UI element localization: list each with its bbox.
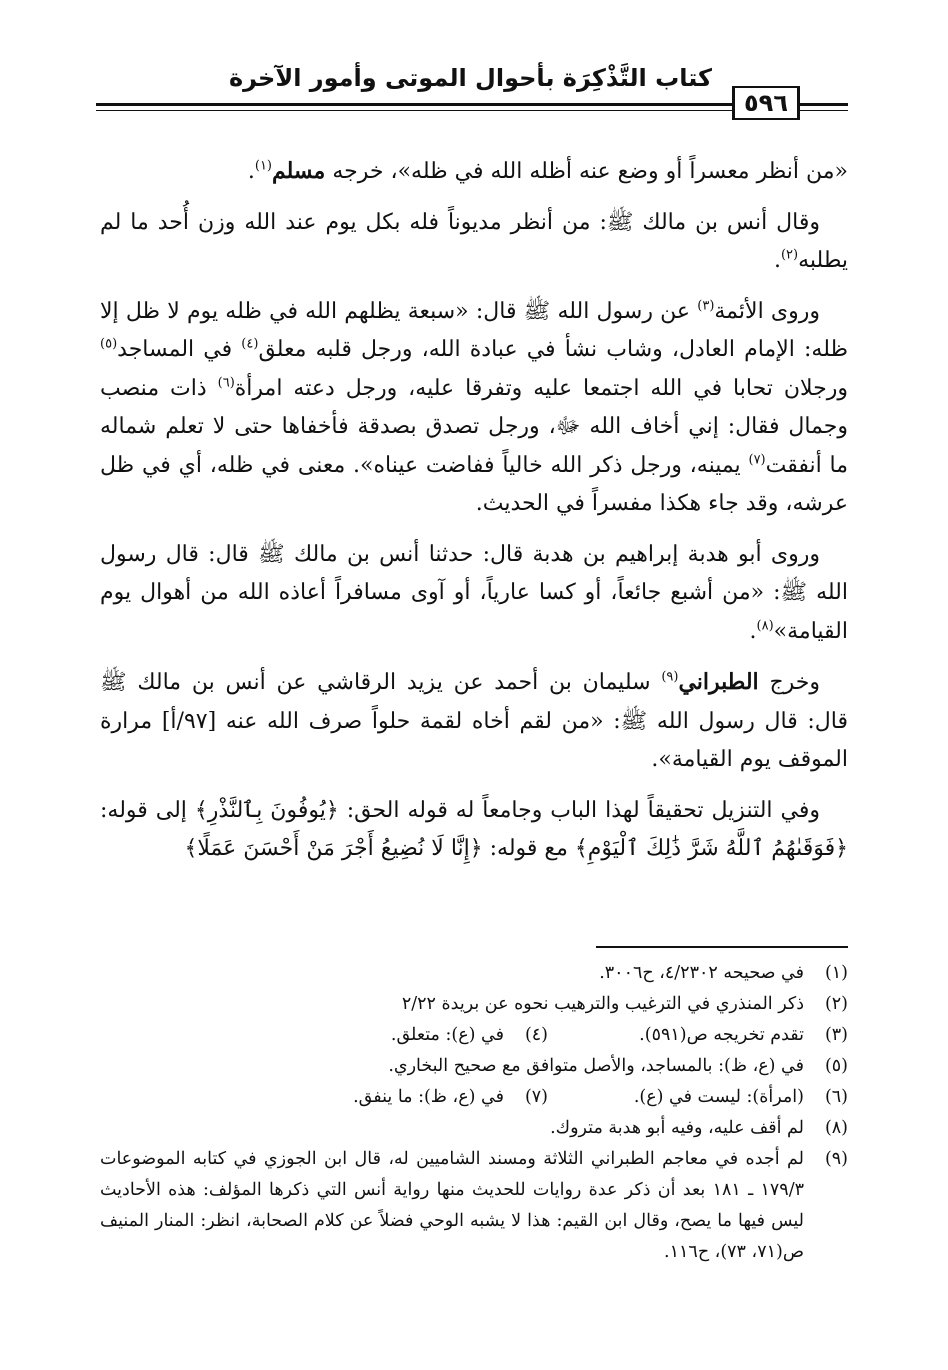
text-run: عن رسول الله ﷺ قال: «سبعة يظلهم الله في ظله يوم لا ظل إلا ظله: الإمام العادل، وشاب نشأ في عبادة الله، ورجل قلبه معلق — [100, 298, 848, 362]
footnote-number: (٣) — [824, 1025, 848, 1045]
footnote-text: في (ع، ظ): ما ينفق. — [353, 1087, 504, 1107]
page-header — [96, 62, 848, 117]
footnote-number: (٩) — [824, 1149, 848, 1169]
text-run: سليمان بن أحمد عن يزيد الرقاشي عن أنس بن مالك ﷺ قال: قال رسول الله ﷺ: «من لقم أخاه لقمة حلواً صرف الله عنه [٩٧/أ] مرارة الموقف يوم القيامة». — [100, 670, 848, 772]
text-run: في المساجد — [117, 337, 242, 362]
footnote-1 — [100, 958, 848, 989]
footnote-ref: (٧) — [748, 452, 766, 468]
footnote-number: (٢) — [824, 994, 848, 1014]
footnote-number: (١) — [824, 963, 848, 983]
footnote-ref: (٦) — [217, 375, 235, 391]
footnote-8 — [100, 1113, 848, 1144]
footnotes — [100, 958, 848, 1268]
footnote-number: (٧) — [524, 1087, 548, 1107]
footnote-separator — [596, 946, 848, 948]
footnote-ref: (٣) — [697, 298, 715, 314]
footnote-ref: (٨) — [756, 618, 774, 634]
footnote-number: (٦) — [824, 1087, 848, 1107]
footnote-ref: (٥) — [100, 336, 118, 352]
paragraph-4 — [100, 536, 848, 652]
text-run: . — [749, 618, 757, 644]
text-run: . — [247, 159, 255, 184]
text-run: وقال أنس بن مالك ﷺ: من أنظر مديوناً فله بكل يوم عند الله وزن أُحد ما لم يطلبه — [100, 209, 848, 273]
footnote-number: (٤) — [524, 1025, 548, 1045]
footnote-text: لم أجده في معاجم الطبراني الثلاثة ومسند الشاميين له، قال ابن الجوزي في كتابه الموضوعات ١٧٩/٣ ـ ١٨١ بعد أن ذكر عدة روايات للحديث منها رواية أنس التي ذكرها المؤلف: هذه الأحاديث ليس فيها ما يصح، وقال ابن القيم: هذا لا يشبه الوحي فضلاً عن كلام الصحابة، انظر: المنار المنيف ص(٧١، ٧٣)، ح١١٦. — [100, 1149, 804, 1262]
text-run: «من أنظر معسراً أو وضع عنه أظله الله في ظله»، خرجه — [325, 159, 848, 184]
paragraph-2 — [100, 204, 848, 281]
footnote-number: (٥) — [824, 1056, 848, 1076]
footnote-row-3-4 — [100, 1020, 848, 1051]
footnote-ref: (١) — [254, 158, 272, 174]
paragraph-3 — [100, 293, 848, 524]
footnote-text: تقدم تخريجه ص(٥٩١). — [639, 1025, 804, 1045]
running-title: كتاب التَّذْكِرَة بأحوال الموتى وأمور الآخرة — [228, 64, 712, 92]
text-run: . — [773, 248, 781, 273]
footnote-2 — [100, 989, 848, 1020]
text-run: وخرج — [758, 670, 821, 695]
text-run: ذات منصب وجمال فقال: إني أخاف الله ﷻ، ورجل تصدق بصدقة فأخفاها حتى لا تعلم شماله ما أنفقت — [100, 375, 849, 478]
bold-name: الطبراني — [678, 669, 759, 695]
text-run: ورجلان تحابا في الله اجتمعا عليه وتفرقا عليه، ورجل دعته امرأة — [234, 375, 848, 401]
text-run: وفي التنزيل تحقيقاً لهذا الباب وجامعاً له قوله الحق: ﴿يُوفُونَ بِٱلنَّذْرِ﴾ إلى قوله: ﴿فَوَقَىٰهُمُ ٱللَّهُ شَرَّ ذَٰلِكَ ٱلْيَوْمِ﴾ مع قوله: ﴿إِنَّا لَا نُضِيعُ أَجْرَ مَنْ أَحْسَنَ عَمَلًا﴾ — [100, 797, 848, 861]
footnote-text: ذكر المنذري في الترغيب والترهيب نحوه عن بريدة ٢/٢٢ — [401, 994, 804, 1014]
text-run: يمينه، ورجل ذكر الله خالياً ففاضت عيناه». معنى في ظله، أي في ظل عرشه، وقد جاء هكذا مفسراً في الحديث. — [100, 452, 848, 516]
paragraph-1 — [100, 152, 848, 192]
footnote-7 — [248, 1082, 548, 1113]
footnote-5 — [100, 1051, 848, 1082]
footnote-row-6-7 — [100, 1082, 848, 1113]
text-run: وروى أبو هدبة إبراهيم بن هدبة قال: حدثنا أنس بن مالك ﷺ قال: قال رسول الله ﷺ: «من أشبع جائعاً، أو كسا عارياً، أو آوى مسافراً أعاذه الله من أهوال يوم القيامة» — [100, 541, 848, 644]
bold-name: مسلم — [272, 158, 326, 184]
footnote-text: لم أقف عليه، وفيه أبو هدبة متروك. — [550, 1118, 804, 1138]
footnote-text: في (ع): متعلق. — [390, 1025, 504, 1045]
footnote-ref: (٢) — [780, 247, 799, 263]
footnote-3 — [548, 1020, 848, 1051]
footnote-number: (٨) — [824, 1118, 848, 1138]
footnote-4 — [248, 1020, 548, 1051]
page-number: ٥٩٦ — [732, 86, 800, 120]
text-run: وروى الأئمة — [714, 298, 820, 324]
footnote-text: في (ع، ظ): بالمساجد، والأصل متوافق مع صحيح البخاري. — [388, 1056, 804, 1076]
paragraph-5 — [100, 663, 848, 780]
footnote-ref: (٩) — [661, 669, 679, 685]
footnote-text: في صحيحه ٤/٢٣٠٢، ح٣٠٠٦. — [599, 963, 804, 983]
footnote-9 — [100, 1144, 848, 1268]
paragraph-6 — [100, 792, 848, 869]
footnote-ref: (٤) — [241, 336, 259, 352]
footnote-6 — [548, 1082, 848, 1113]
footnote-text: (امرأة): ليست في (ع). — [633, 1087, 804, 1107]
main-text — [100, 152, 848, 881]
